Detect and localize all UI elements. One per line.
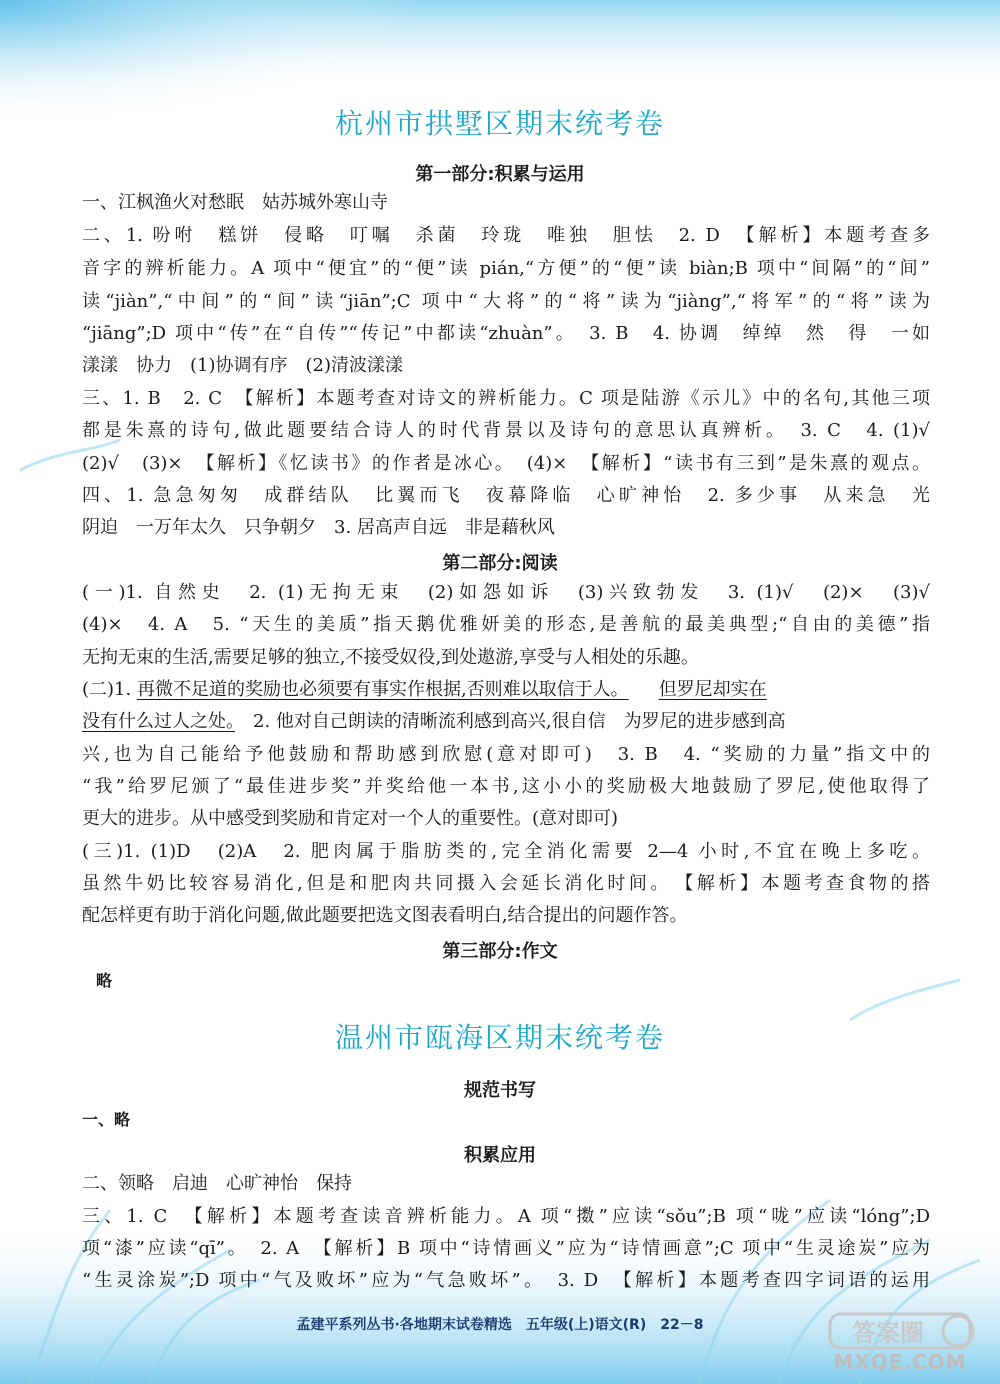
answer-line: “我”给罗尼颁了“最佳进步奖”并奖给他一本书,这小小的奖励极大地鼓励了罗尼,使他取得了 [82, 776, 930, 797]
watermark-top-text: 答案圈 [852, 1319, 924, 1347]
paper2-section-heading: 规范书写 [464, 1080, 536, 1101]
answer-line: 三、1. C 【解析】本题考查读音辨析能力。A 项“擞”应读“sǒu”;B 项“咙”应读“lóng”;D [82, 1206, 930, 1227]
answer-line: 项“漆”应读“qī”。 2. A 【解析】B 项中“诗情画义”应为“诗情画意”;C 项中“生灵途炭”应为 [82, 1238, 930, 1259]
answer-text: 2. 他对自己朗读的清晰流利感到高兴,很自信 为罗尼的进步感到高 [235, 711, 786, 732]
answer-line: “生灵涂炭”;D 项中“气及败坏”应为“气急败坏”。 3. D 【解析】本题考查四字词语的运用 [82, 1270, 930, 1291]
answer-line: 一、江枫渔火对愁眠 姑苏城外寒山寺 [82, 192, 388, 213]
answer-line: 音字的辨析能力。A 项中“便宜”的“便”读 pián,“方便”的“便”读 biàn;B 项中“间隔”的“间” [82, 258, 930, 279]
answer-line: 更大的进步。从中感受到奖励和肯定对一个人的重要性。(意对即可) [82, 808, 619, 829]
underlined-sentence: 没有什么过人之处。 [82, 711, 235, 732]
paper2-title: 温州市瓯海区期末统考卷 [334, 1021, 665, 1054]
paper2-section-heading: 积累应用 [464, 1145, 536, 1166]
paper1-part2-heading: 第二部分:阅读 [442, 553, 558, 574]
page-footer: 孟建平系列丛书·各地期末试卷精选 五年级(上)语文(R) 22－8 [296, 1317, 704, 1333]
part3-answer: 略 [96, 971, 113, 990]
answer-line: (2)√ (3)× 【解析】《忆读书》的作者是冰心。 (4)× 【解析】“读书有三到”是朱熹的观点。 [82, 453, 930, 474]
watermark-site-text: MXQE.COM [833, 1350, 967, 1374]
watermark-logo [810, 1312, 990, 1378]
answer-line-underlined [82, 678, 930, 702]
answer-line: 四、1. 急急匆匆 成群结队 比翼而飞 夜幕降临 心旷神怡 2. 多少事 从来急 光 [82, 485, 930, 506]
answer-line: (一)1. 自然史 2. (1)无拘无束 (2)如怨如诉 (3)兴致勃发 3. (1)√ (2)× (3)√ [82, 582, 930, 603]
answer-line: 漾漾 协力 (1)协调有序 (2)清波漾漾 [82, 355, 403, 376]
answer-line: (三)1. (1)D (2)A 2. 肥肉属于脂肪类的,完全消化需要 2—4 小时,不宜在晚上多吃。 [82, 841, 930, 862]
answer-line: 读“jiàn”,“中间”的“间”读“jiān”;C 项中“大将”的“将”读为“jiàng”,“将军”的“将”读为 [82, 291, 930, 312]
answer-line: 兴,也为自己能给予他鼓励和帮助感到欣慰(意对即可) 3. B 4. “奖励的力量”指文中的 [82, 744, 930, 765]
underlined-sentence: 但罗尼却实在 [658, 679, 767, 700]
answer-line: 一、略 [82, 1110, 131, 1129]
watermark-badge-icon [810, 1312, 990, 1352]
underlined-sentence: 再微不足道的奖励也必须要有事实作根据,否则难以取信于人。 [136, 679, 629, 700]
paper1-part3-heading: 第三部分:作文 [442, 941, 558, 962]
answer-line: 二、领略 启迪 心旷神怡 保持 [82, 1173, 352, 1194]
answer-line: 阴迫 一万年太久 只争朝夕 3. 居高声自远 非是藉秋风 [82, 517, 555, 538]
answer-line: 无拘无束的生活,需要足够的独立,不接受奴役,到处遨游,享受与人相处的乐趣。 [82, 647, 699, 668]
answer-line: 二、1. 吩咐 糕饼 侵略 叮嘱 杀菌 玲珑 唯独 胆怯 2. D 【解析】本题考查多 [82, 225, 930, 246]
paper1-part1-heading: 第一部分:积累与运用 [415, 164, 585, 185]
answer-line: (4)× 4. A 5. “天生的美质”指天鹅优雅妍美的形态,是善航的最美典型;“自由的美德”指 [82, 614, 930, 635]
answer-line-underlined [82, 710, 930, 734]
answer-line: 配怎样更有助于消化问题,做此题要把选文图表看明白,结合提出的问题作答。 [82, 905, 688, 926]
paper1-title: 杭州市拱墅区期末统考卷 [334, 107, 665, 140]
answer-line: 三、1. B 2. C 【解析】本题考查对诗文的辨析能力。C 项是陆游《示儿》中的名句,其他三项 [82, 388, 930, 409]
answer-prefix: (二)1. [82, 679, 137, 700]
answer-line: “jiāng”;D 项中“传”在“自传”“传记”中都读“zhuàn”。 3. B 4. 协调 绰绰 然 得 一如 [82, 323, 930, 344]
answer-line: 都是朱熹的诗句,做此题要结合诗人的时代背景以及诗句的意思认真辨析。 3. C 4. (1)√ [82, 420, 930, 441]
answer-line: 虽然牛奶比较容易消化,但是和肥肉共同摄入会延长消化时间。 【解析】本题考查食物的搭 [82, 873, 930, 894]
